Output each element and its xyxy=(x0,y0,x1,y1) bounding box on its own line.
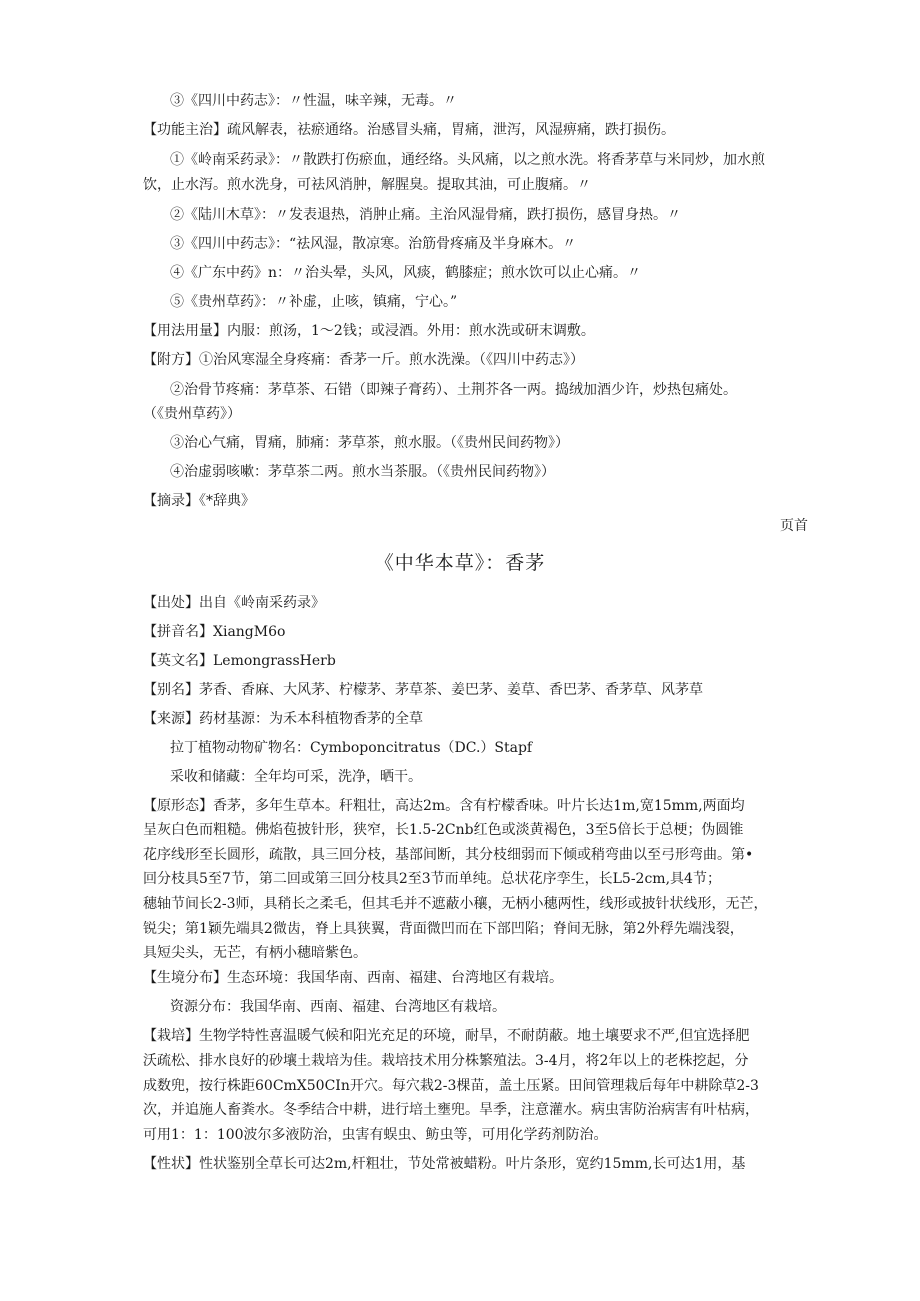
text-line: 成数兜，按行株距60CmX50CIn开穴。每穴栽2-3棵苗，盖土压紧。田间管理栽后每年中耕除草2-3 xyxy=(143,1078,759,1094)
text-line: 【原形态】香茅，多年生草本。秆粗壮，高达2m。含有柠檬香味。叶片长达1m,宽15mm,两面均 xyxy=(143,798,745,814)
text-line: 【出处】出自《岭南采药录》 xyxy=(143,595,325,611)
text-line: ⑤《贵州草药》：〃补虚，止咳，镇痛，宁心。” xyxy=(170,294,458,310)
text-line: 【英文名】LemongrassHerb xyxy=(143,653,336,669)
text-line: 【性状】性状鉴别全草长可达2m,杆粗壮，节处常被蜡粉。叶片条形，宽约15mm,长可达1用，基 xyxy=(143,1156,746,1172)
text-line: ④治虚弱咳嗽：茅草茶二两。煎水当茶服。（《贵州民间药物》） xyxy=(170,464,555,480)
text-line: 穗轴节间长2-3师，具稍长之柔毛，但其毛并不遮蔽小穰，无柄小穗两性，线形或披针状线形，无芒， xyxy=(143,896,768,912)
text-line: 拉丁植物动物矿物名：Cymboponcitratus（DC.）Stapf xyxy=(170,740,533,756)
text-line: 次，并追施人畜粪水。冬季结合中耕，进行培土壅兜。旱季，注意灌水。病虫害防治病害有叶枯病， xyxy=(143,1102,759,1118)
text-line: 锐尖；第1颖先端具2微齿，脊上具狭翼，背面微凹而在下部凹陷；脊间无脉，第2外稃先端浅裂， xyxy=(143,921,744,937)
page-header-label: 页首 xyxy=(780,518,808,534)
text-line: 采收和储藏：全年均可采，洗净，晒干。 xyxy=(170,769,422,785)
text-line: ③《四川中药志》：“祛风湿，散凉寒。治筋骨疼痛及半身麻木。〃 xyxy=(170,236,577,252)
text-line: ①《岭南采药录》：〃散跌打伤瘀血，通经络。头风痛，以之煎水洗。将香茅草与米同炒，加水煎 xyxy=(170,152,765,168)
text-line: 可用1：1：100波尔多液防治，虫害有蜈虫、鲂虫等，可用化学药剂防治。 xyxy=(143,1127,608,1143)
text-line: 饮，止水泻。煎水洗身，可祛风消肿，解腥臭。提取其油，可止腹痛。〃 xyxy=(143,177,591,193)
text-line: （《贵州草药》） xyxy=(143,406,241,422)
text-line: 【拼音名】XiangM6o xyxy=(143,624,286,640)
text-line: 资源分布：我国华南、西南、福建、台湾地区有栽培。 xyxy=(170,999,506,1015)
text-line: 【功能主治】疏风解表，祛瘀通络。治感冒头痛，胃痛，泄泻，风湿痹痛，跌打损伤。 xyxy=(143,122,675,138)
text-line: 花序线形至长圆形，疏散，具三回分枝，基部间断，其分枝细弱而下倾或稍弯曲以至弓形弯曲。第• xyxy=(143,847,754,863)
text-line: 沃疏松、排水良好的砂壤土栽培为佳。栽培技术用分株繁殖法。3-4月，将2年以上的老株挖起，分 xyxy=(143,1053,749,1069)
text-line: ④《广东中药》n：〃治头晕，头风，风痰，鹤膝症；煎水饮可以止心痛。〃 xyxy=(170,265,642,281)
text-line: 【生境分布】生态环境：我国华南、西南、福建、台湾地区有栽培。 xyxy=(143,970,563,986)
text-line: ②《陆川木草》：〃发表退热，消肿止痛。主治风湿骨痛，跌打损伤，感冒身热。〃 xyxy=(170,207,681,223)
text-line: 【用法用量】内服：煎汤，1～2钱；或浸酒。外用：煎水洗或研末调敷。 xyxy=(143,323,595,339)
text-line: ③《四川中药志》：〃性温，味辛辣，无毒。〃 xyxy=(170,93,457,109)
text-line: 【栽培】生物学特性喜温暖气候和阳光充足的环境，耐旱，不耐荫蔽。地土壤要求不严,但宜选择肥 xyxy=(143,1028,750,1044)
text-line: 【摘录】《*辞典》 xyxy=(143,493,255,509)
text-line: 具短尖头，无芒，有柄小穗暗紫色。 xyxy=(143,945,367,961)
text-line: 【来源】药材基源：为禾本科植物香茅的全草 xyxy=(143,711,423,727)
text-line: 回分枝具5至7节，第二回或第三回分枝具2至3节而单纯。总状花序孪生，长L5-2cm,具4节； xyxy=(143,871,721,887)
text-line: 呈灰白色而粗糙。佛焰苞披针形，狭窄，长1.5-2Cnb红色或淡黄褐色，3至5倍长于总梗；伪圆锥 xyxy=(143,822,744,838)
text-line: ②治骨节疼痛：茅草茶、石错（即辣子膏药）、土荆芥各一两。捣绒加酒少许，炒热包痛处。 xyxy=(170,382,737,398)
text-line: 【别名】茅香、香麻、大风茅、柠檬茅、茅草茶、姜巴茅、姜草、香巴茅、香茅草、风茅草 xyxy=(143,682,703,698)
section-title: 《中华本草》：香茅 xyxy=(374,552,546,574)
text-line: 【附方】①治风寒湿全身疼痛：香茅一斤。煎水洗澡。（《四川中药志》） xyxy=(143,352,584,368)
text-line: ③治心气痛，胃痛，肺痛：茅草茶，煎水服。（《贵州民间药物》） xyxy=(170,435,569,451)
